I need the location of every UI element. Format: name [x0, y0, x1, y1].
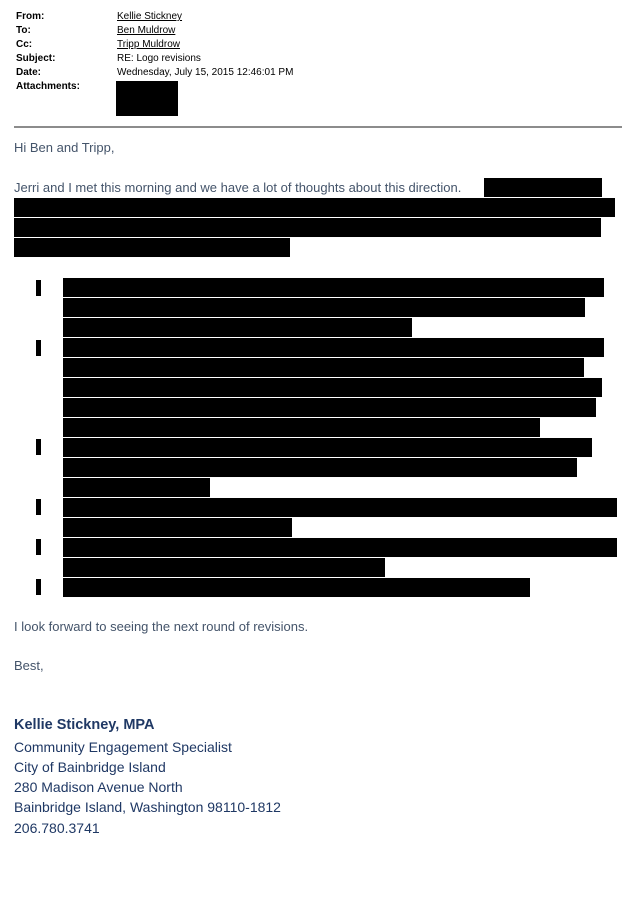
to-label: To: — [16, 25, 31, 36]
redaction-block — [14, 238, 290, 257]
redaction-block — [14, 218, 601, 237]
header-divider — [14, 126, 622, 128]
redaction-block — [63, 418, 540, 437]
bullet-marker — [36, 340, 41, 356]
to-row — [16, 24, 293, 38]
redaction-block — [63, 538, 617, 557]
bullet-marker — [36, 539, 41, 555]
redaction-block — [63, 338, 604, 357]
redaction-block — [63, 358, 584, 377]
from-label: From: — [16, 11, 45, 22]
redaction-block — [484, 178, 602, 197]
closing-text: I look forward to seeing the next round of revisions. — [14, 619, 309, 634]
redaction-block — [63, 558, 385, 577]
cc-link[interactable]: Tripp Muldrow — [117, 39, 180, 50]
date-value: Wednesday, July 15, 2015 12:46:01 PM — [117, 67, 294, 78]
redaction-block — [63, 438, 592, 457]
signoff-text: Best, — [14, 658, 44, 673]
attachments-label: Attachments: — [16, 81, 80, 92]
cc-row — [16, 38, 293, 52]
redaction-block — [63, 298, 585, 317]
redaction-block — [63, 278, 604, 297]
signature-title: Community Engagement Specialist — [14, 739, 232, 755]
from-link[interactable]: Kellie Stickney — [117, 11, 183, 22]
to-link[interactable]: Ben Muldrow — [117, 25, 176, 36]
redaction-block — [63, 458, 577, 477]
date-row — [16, 66, 293, 80]
intro-text: Jerri and I met this morning and we have a lot of thoughts about this direction. — [14, 180, 462, 195]
cc-label: Cc: — [16, 39, 33, 50]
redaction-block — [63, 578, 530, 597]
redaction-block — [14, 198, 615, 217]
from-row — [16, 10, 293, 24]
signature-name: Kellie Stickney, MPA — [14, 717, 155, 733]
redaction-block — [63, 378, 602, 397]
bullet-marker — [36, 280, 41, 296]
redaction-block — [63, 478, 210, 497]
bullet-marker — [36, 579, 41, 595]
bullet-marker — [36, 499, 41, 515]
bullet-marker — [36, 439, 41, 455]
redaction-block — [63, 398, 596, 417]
date-label: Date: — [16, 67, 42, 78]
attachments-redaction — [116, 81, 178, 116]
greeting-text: Hi Ben and Tripp, — [14, 140, 115, 155]
signature-address-line1: 280 Madison Avenue North — [14, 779, 183, 795]
signature-phone: 206.780.3741 — [14, 820, 100, 836]
redaction-block — [63, 518, 292, 537]
subject-value: RE: Logo revisions — [117, 53, 201, 64]
redaction-block — [63, 498, 617, 517]
subject-label: Subject: — [16, 53, 56, 64]
redaction-block — [63, 318, 412, 337]
signature-address-line2: Bainbridge Island, Washington 98110-1812 — [14, 799, 281, 815]
signature-org: City of Bainbridge Island — [14, 759, 166, 775]
subject-row — [16, 52, 293, 66]
